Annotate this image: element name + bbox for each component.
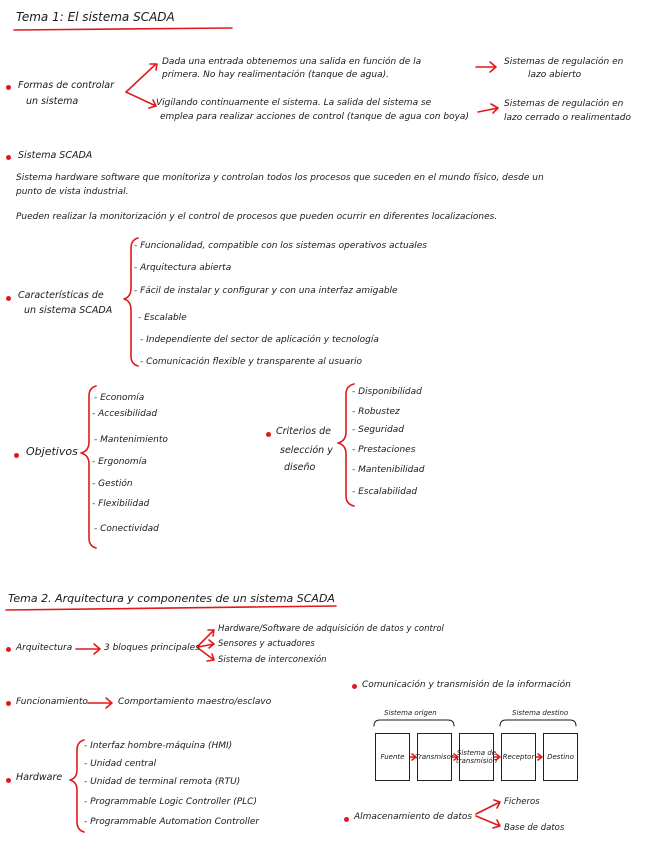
objetivos-label: Objetivos	[26, 445, 78, 458]
cerrado-result-2: lazo cerrado o realimentado	[504, 113, 631, 123]
criterios-label-1: Criterios de	[276, 426, 331, 437]
chain-box-sistema-transmision: Sistema de transmisión	[459, 733, 494, 781]
almacenamiento-label: Almacenamiento de datos	[354, 812, 473, 822]
objetivo-item: - Accesibilidad	[92, 409, 158, 419]
hardware-item: - Programmable Automation Controller	[84, 817, 260, 827]
bloques-arrow-up	[198, 630, 214, 646]
abierto-result-1: Sistemas de regulación en	[504, 57, 624, 67]
caracteristica-item: - Funcionalidad, compatible con los sistemas operativos actuales	[134, 241, 427, 251]
tema1-title: Tema 1: El sistema SCADA	[16, 10, 175, 24]
bullet-dot	[6, 701, 11, 706]
criterio-item: - Seguridad	[352, 425, 404, 435]
chain-box-fuente: Fuente	[375, 733, 410, 781]
bullet-dot	[352, 684, 357, 689]
bullet-dot	[266, 432, 271, 437]
chain-box-receptor: Receptor	[501, 733, 536, 781]
caracteristicas-label-1: Características de	[18, 290, 104, 301]
tema2-title-underline	[6, 606, 336, 610]
scada-p1-line2: punto de vista industrial.	[16, 187, 129, 197]
tema1-title-underline	[14, 28, 232, 30]
cerrado-desc-2: emplea para realizar acciones de control (tanque de agua con boya)	[160, 112, 469, 122]
abierto-desc-1: Dada una entrada obtenemos una salida en función de la	[162, 57, 422, 67]
arquitectura-item: Hardware/Software de adquisición de datos y control	[218, 624, 444, 634]
destino-bracket	[500, 720, 576, 726]
criterio-item: - Prestaciones	[352, 445, 416, 455]
almacenamiento-arrow-up	[476, 800, 500, 814]
funcionamiento-value: Comportamiento maestro/esclavo	[118, 697, 272, 707]
bullet-dot	[6, 296, 11, 301]
arquitectura-label: Arquitectura	[16, 643, 73, 653]
sistema-destino-label: Sistema destino	[512, 709, 569, 717]
almacenamiento-item: Ficheros	[504, 797, 540, 807]
bullet-dot	[6, 778, 11, 783]
bullet-dot	[14, 453, 19, 458]
bloques-arrow-down	[198, 648, 214, 661]
hardware-label: Hardware	[16, 772, 63, 783]
funcionamiento-label: Funcionamiento	[16, 697, 88, 707]
abierto-desc-2: primera. No hay realimentación (tanque de agua).	[162, 70, 389, 80]
bullet-dot	[6, 85, 11, 90]
hardware-item: - Unidad de terminal remota (RTU)	[84, 777, 241, 787]
criterio-item: - Escalabilidad	[352, 487, 418, 497]
objetivo-item: - Flexibilidad	[92, 499, 150, 509]
formas-label-2: un sistema	[26, 96, 79, 107]
criterio-item: - Mantenibilidad	[352, 465, 425, 475]
caracteristica-item: - Escalable	[138, 313, 187, 323]
formas-arrow-up	[126, 64, 157, 92]
hardware-item: - Unidad central	[84, 759, 157, 769]
caracteristicas-brace	[124, 238, 138, 366]
objetivo-item: - Gestión	[92, 479, 133, 489]
caracteristicas-label-2: un sistema SCADA	[24, 305, 113, 316]
chain-box-destino: Destino	[543, 733, 578, 781]
bullet-dot	[344, 817, 349, 822]
arquitectura-arrow	[76, 644, 100, 654]
origen-bracket	[374, 720, 454, 726]
criterio-item: - Robustez	[352, 407, 400, 417]
cerrado-desc-1: Vigilando continuamente el sistema. La salida del sistema se	[156, 98, 432, 108]
abierto-arrow	[476, 62, 496, 72]
almacenamiento-item: Base de datos	[504, 823, 565, 833]
bullet-dot	[6, 647, 11, 652]
criterios-label-3: diseño	[284, 462, 316, 473]
cerrado-arrow	[478, 104, 498, 113]
scada-p1-line1: Sistema hardware software que monitoriza y controlan todos los procesos que suceden en el mundo físico, desde un	[16, 173, 544, 183]
bloques-label: 3 bloques principales	[104, 643, 200, 653]
almacenamiento-arrow-down	[476, 816, 500, 828]
hardware-item: - Programmable Logic Controller (PLC)	[84, 797, 257, 807]
formas-arrow-down	[126, 92, 156, 108]
objetivo-item: - Conectividad	[94, 524, 159, 534]
formas-label-1: Formas de controlar	[18, 80, 114, 91]
comunicacion-heading: Comunicación y transmisión de la información	[362, 680, 571, 690]
arquitectura-item: Sensores y actuadores	[218, 639, 315, 649]
scada-p2: Pueden realizar la monitorización y el control de procesos que pueden ocurrir en diferentes localizaciones.	[16, 212, 498, 222]
caracteristica-item: - Fácil de instalar y configurar y con una interfaz amigable	[134, 286, 398, 296]
criterios-label-2: selección y	[280, 445, 333, 456]
criterio-item: - Disponibilidad	[352, 387, 422, 397]
arquitectura-item: Sistema de interconexión	[218, 655, 327, 665]
caracteristica-item: - Independiente del sector de aplicación y tecnología	[140, 335, 379, 345]
scada-heading: Sistema SCADA	[18, 150, 93, 161]
objetivo-item: - Economía	[94, 393, 145, 403]
sistema-origen-label: Sistema origen	[384, 709, 437, 717]
objetivo-item: - Ergonomía	[92, 457, 147, 467]
caracteristica-item: - Arquitectura abierta	[134, 263, 232, 273]
objetivo-item: - Mantenimiento	[94, 435, 168, 445]
funcionamiento-arrow	[88, 698, 112, 708]
hardware-item: - Interfaz hombre-máquina (HMI)	[84, 741, 233, 751]
chain-arrow-4	[535, 754, 542, 760]
bullet-dot	[6, 155, 11, 160]
cerrado-result-1: Sistemas de regulación en	[504, 99, 624, 109]
chain-box-transmisor: Transmisor	[417, 733, 452, 781]
hardware-brace	[70, 740, 84, 832]
tema2-title: Tema 2. Arquitectura y componentes de un sistema SCADA	[8, 592, 335, 605]
abierto-result-2: lazo abierto	[528, 70, 582, 80]
bloques-arrow-mid	[198, 640, 214, 648]
caracteristica-item: - Comunicación flexible y transparente al usuario	[140, 357, 362, 367]
